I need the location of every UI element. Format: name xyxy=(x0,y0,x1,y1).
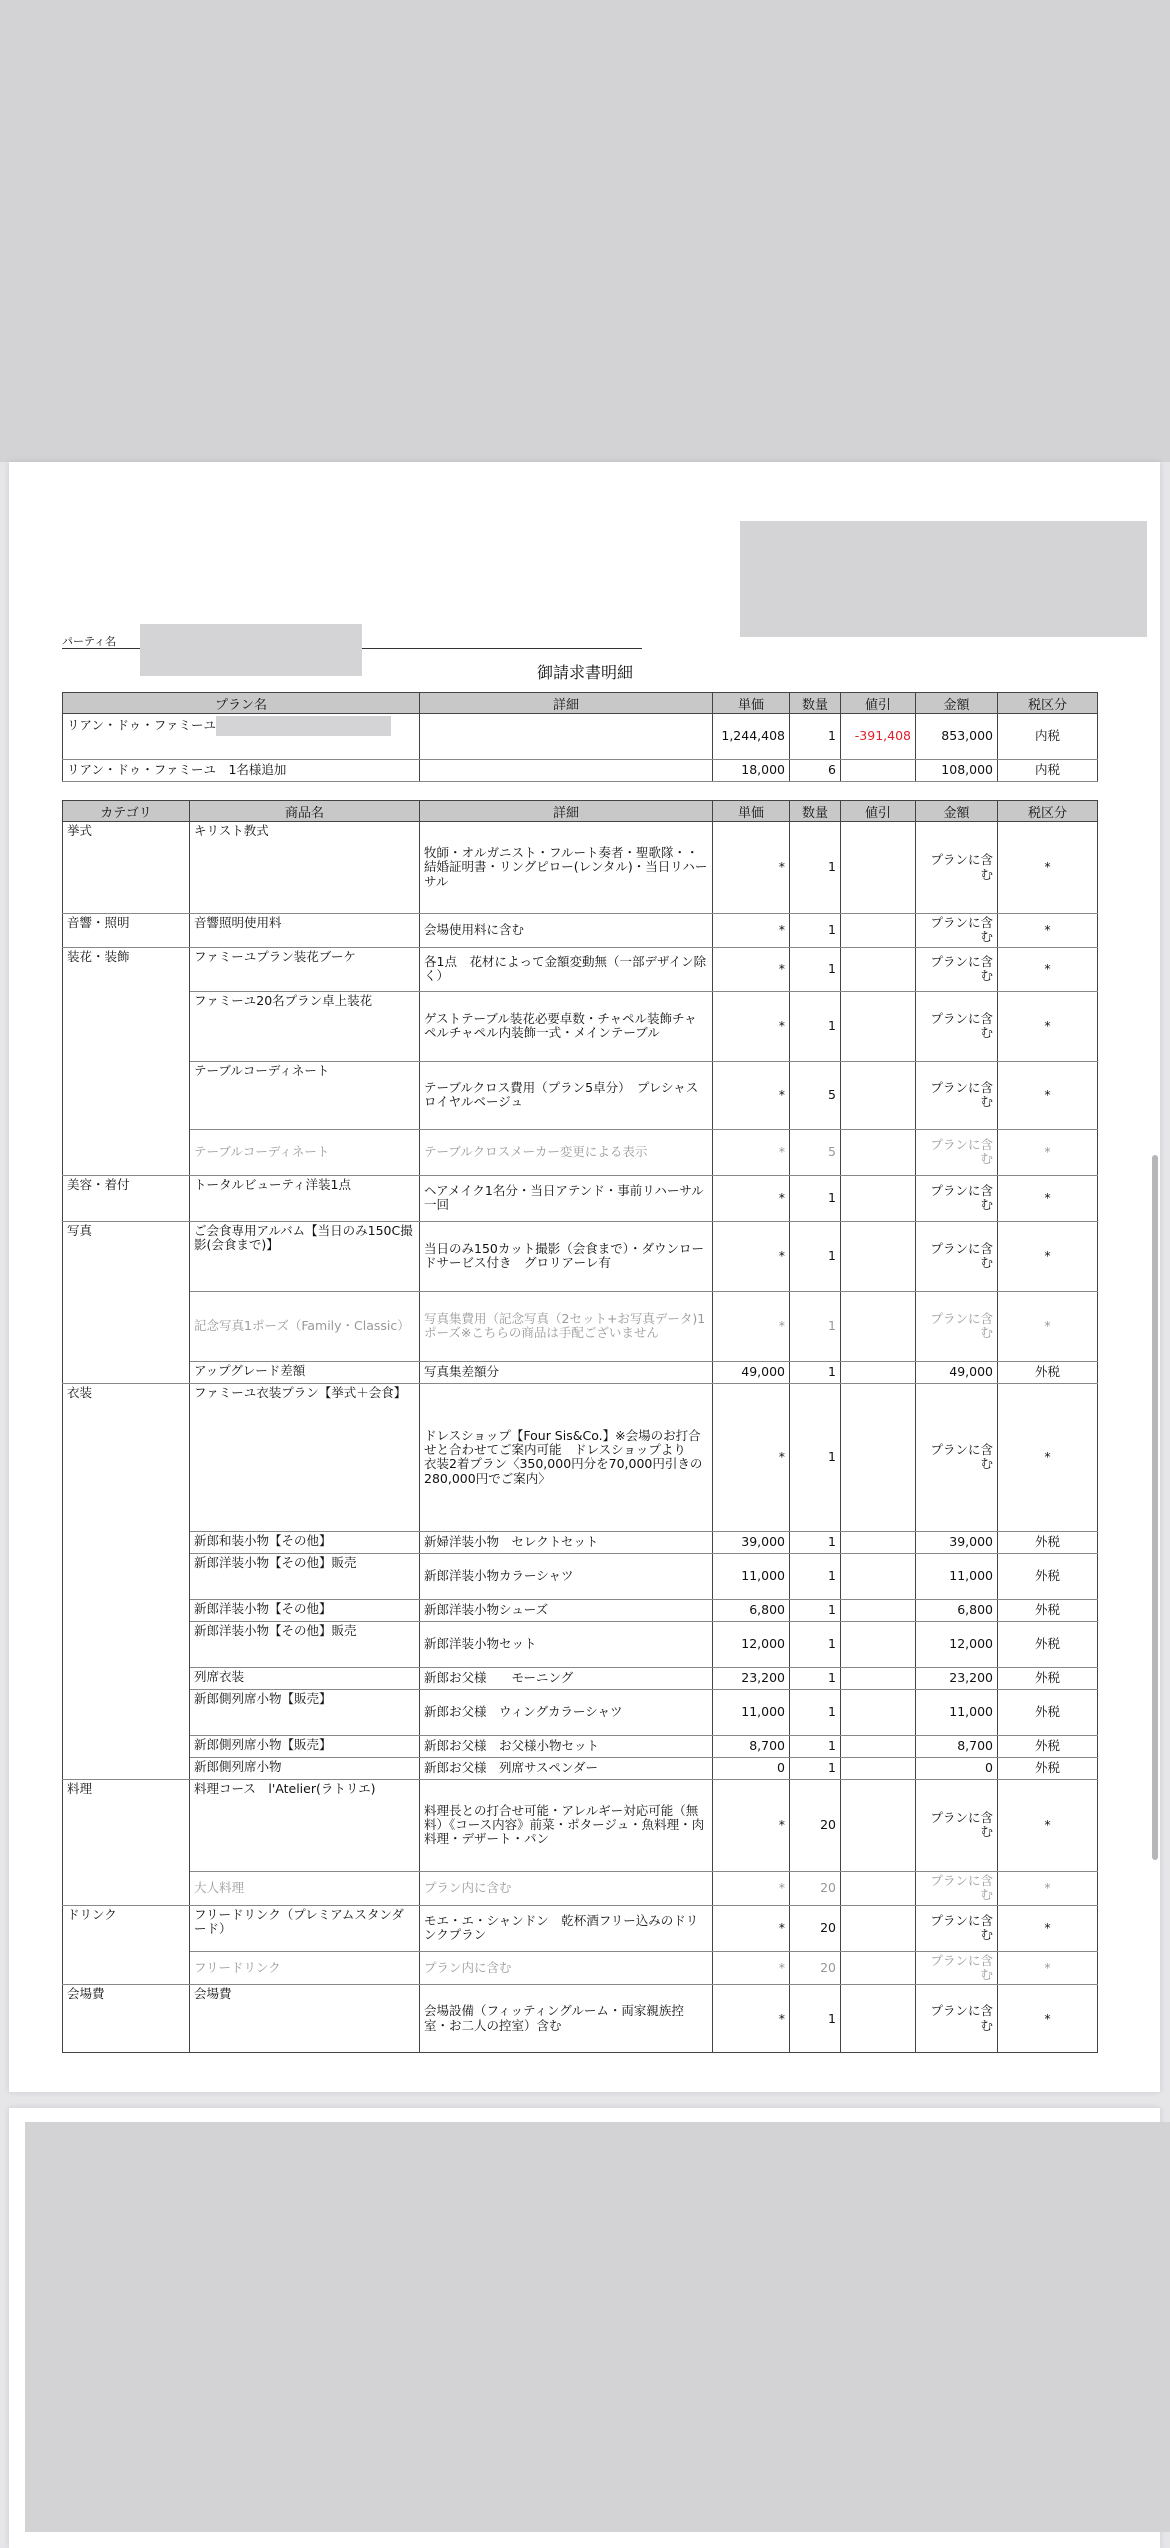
category-cell: 料理 xyxy=(63,1779,190,1905)
product-name: アップグレード差額 xyxy=(190,1361,420,1383)
item-discount xyxy=(841,1757,916,1779)
item-tax: * xyxy=(998,1061,1098,1129)
item-amount: 23,200 xyxy=(916,1667,998,1689)
item-detail: 会場使用料に含む xyxy=(420,914,713,948)
item-qty: 20 xyxy=(790,1905,841,1951)
item-qty: 1 xyxy=(790,1735,841,1757)
item-discount xyxy=(841,1905,916,1951)
category-cell: 美容・着付 xyxy=(63,1175,190,1221)
item-row xyxy=(63,822,1098,914)
category-cell: 写真 xyxy=(63,1221,190,1383)
document-title: 御請求書明細 xyxy=(536,663,633,682)
item-price: * xyxy=(713,1129,790,1175)
items-header-qty: 数量 xyxy=(790,801,841,822)
item-detail: 牧師・オルガニスト・フルート奏者・聖歌隊・・結婚証明書・リングピロー(レンタル)・当日リハーサル xyxy=(420,822,713,914)
plan-header-qty: 数量 xyxy=(790,693,841,714)
items-header-detail: 詳細 xyxy=(420,801,713,822)
item-discount xyxy=(841,914,916,948)
item-qty: 20 xyxy=(790,1871,841,1905)
item-row xyxy=(63,1061,1098,1129)
item-price: * xyxy=(713,1779,790,1871)
product-name: トータルビューティ洋装1点 xyxy=(190,1175,420,1221)
item-row xyxy=(63,1361,1098,1383)
item-price: * xyxy=(713,1061,790,1129)
item-row xyxy=(63,1531,1098,1553)
item-discount xyxy=(841,1689,916,1735)
item-detail: 新郎お父様 列席サスペンダー xyxy=(420,1757,713,1779)
item-price: * xyxy=(713,1291,790,1361)
item-tax: * xyxy=(998,914,1098,948)
item-amount: 0 xyxy=(916,1757,998,1779)
product-name: 記念写真1ポーズ（Family・Classic） xyxy=(190,1291,420,1361)
item-amount: 11,000 xyxy=(916,1553,998,1599)
product-name: テーブルコーディネート xyxy=(190,1061,420,1129)
item-tax: 外税 xyxy=(998,1757,1098,1779)
category-cell: 衣装 xyxy=(63,1383,190,1779)
item-detail: 各1点 花材によって金額変動無（一部デザイン除く） xyxy=(420,947,713,991)
item-amount: 11,000 xyxy=(916,1689,998,1735)
item-tax: 外税 xyxy=(998,1531,1098,1553)
item-qty: 5 xyxy=(790,1129,841,1175)
product-name: 大人料理 xyxy=(190,1871,420,1905)
item-discount xyxy=(841,1779,916,1871)
item-price: 8,700 xyxy=(713,1735,790,1757)
item-amount: プランに含む xyxy=(916,947,998,991)
party-name-label: パーティ名 xyxy=(62,635,117,648)
item-discount xyxy=(841,1599,916,1621)
product-name: 新郎側列席小物 xyxy=(190,1757,420,1779)
item-row xyxy=(63,1553,1098,1599)
item-price: 11,000 xyxy=(713,1553,790,1599)
item-row xyxy=(63,1599,1098,1621)
redacted-plan-suffix xyxy=(216,716,391,736)
item-detail: 新郎洋装小物シューズ xyxy=(420,1599,713,1621)
item-detail: 新郎お父様 お父様小物セット xyxy=(420,1735,713,1757)
item-row xyxy=(63,1621,1098,1667)
item-qty: 1 xyxy=(790,1553,841,1599)
item-discount xyxy=(841,1621,916,1667)
item-row xyxy=(63,1757,1098,1779)
item-discount xyxy=(841,1061,916,1129)
item-amount: プランに含む xyxy=(916,1871,998,1905)
item-amount: 12,000 xyxy=(916,1621,998,1667)
item-tax: 外税 xyxy=(998,1599,1098,1621)
item-discount xyxy=(841,1735,916,1757)
item-row xyxy=(63,1667,1098,1689)
item-row xyxy=(63,991,1098,1061)
item-row xyxy=(63,947,1098,991)
item-qty: 1 xyxy=(790,1621,841,1667)
product-name: キリスト教式 xyxy=(190,822,420,914)
redacted-header-area xyxy=(0,0,1170,462)
item-tax: * xyxy=(998,991,1098,1061)
item-price: 0 xyxy=(713,1757,790,1779)
item-amount: 6,800 xyxy=(916,1599,998,1621)
item-amount: プランに含む xyxy=(916,991,998,1061)
item-row-faded xyxy=(63,1951,1098,1985)
item-row xyxy=(63,1221,1098,1291)
item-detail: プラン内に含む xyxy=(420,1871,713,1905)
item-tax: 外税 xyxy=(998,1689,1098,1735)
item-price: * xyxy=(713,947,790,991)
items-header-tax: 税区分 xyxy=(998,801,1098,822)
item-price: * xyxy=(713,1383,790,1531)
item-discount xyxy=(841,947,916,991)
scrollbar[interactable] xyxy=(1152,1155,1158,1860)
item-row xyxy=(63,1689,1098,1735)
category-cell: 会場費 xyxy=(63,1985,190,2053)
item-amount: プランに含む xyxy=(916,1129,998,1175)
product-name: 会場費 xyxy=(190,1985,420,2053)
item-qty: 1 xyxy=(790,1531,841,1553)
item-qty: 1 xyxy=(790,1383,841,1531)
plan-amount: 853,000 xyxy=(916,714,998,760)
item-tax: * xyxy=(998,1951,1098,1985)
plan-price: 18,000 xyxy=(713,760,790,782)
items-header-row xyxy=(63,801,1098,822)
item-tax: 外税 xyxy=(998,1667,1098,1689)
item-discount xyxy=(841,1221,916,1291)
item-qty: 1 xyxy=(790,1291,841,1361)
item-amount: 39,000 xyxy=(916,1531,998,1553)
plan-row xyxy=(63,760,1098,782)
product-name: 料理コース l'Atelier(ラトリエ) xyxy=(190,1779,420,1871)
items-header-amount: 金額 xyxy=(916,801,998,822)
item-detail: 料理長との打合せ可能・アレルギー対応可能（無料）《コース内容》前菜・ポタージュ・魚料理・肉料理・デザート・パン xyxy=(420,1779,713,1871)
item-tax: * xyxy=(998,1291,1098,1361)
item-row xyxy=(63,1383,1098,1531)
item-discount xyxy=(841,1985,916,2053)
plan-detail xyxy=(420,714,713,760)
product-name: 新郎洋装小物【その他】販売 xyxy=(190,1553,420,1599)
item-discount xyxy=(841,1361,916,1383)
item-qty: 1 xyxy=(790,822,841,914)
category-cell: 音響・照明 xyxy=(63,914,190,948)
item-detail: ゲストテーブル装花必要卓数・チャペル装飾チャペルチャペル内装飾一式・メインテーブル xyxy=(420,991,713,1061)
item-detail: ドレスショップ【Four Sis&Co.】※会場のお打合せと合わせてご案内可能 ドレスショップより 衣装2着プラン〈350,000円分を70,000円引きの280,000円でご案内〉 xyxy=(420,1383,713,1531)
plan-discount: -391,408 xyxy=(841,714,916,760)
item-row xyxy=(63,1735,1098,1757)
item-qty: 1 xyxy=(790,1599,841,1621)
item-tax: 外税 xyxy=(998,1553,1098,1599)
item-detail: テーブルクロスメーカー変更による表示 xyxy=(420,1129,713,1175)
item-discount xyxy=(841,1129,916,1175)
item-qty: 1 xyxy=(790,914,841,948)
item-row xyxy=(63,1779,1098,1871)
item-price: * xyxy=(713,1221,790,1291)
product-name: 新郎洋装小物【その他】 xyxy=(190,1599,420,1621)
item-row-faded xyxy=(63,1871,1098,1905)
product-name: 音響照明使用料 xyxy=(190,914,420,948)
item-row xyxy=(63,1175,1098,1221)
item-tax: 外税 xyxy=(998,1361,1098,1383)
product-name: テーブルコーディネート xyxy=(190,1129,420,1175)
item-amount: プランに含む xyxy=(916,1291,998,1361)
item-detail: 新郎お父様 モーニング xyxy=(420,1667,713,1689)
item-price: 23,200 xyxy=(713,1667,790,1689)
item-detail: 新郎洋装小物カラーシャツ xyxy=(420,1553,713,1599)
product-name: 列席衣装 xyxy=(190,1667,420,1689)
item-price: 49,000 xyxy=(713,1361,790,1383)
item-amount: プランに含む xyxy=(916,1985,998,2053)
item-amount: プランに含む xyxy=(916,1221,998,1291)
item-tax: * xyxy=(998,1985,1098,2053)
item-qty: 20 xyxy=(790,1779,841,1871)
items-header-category: カテゴリ xyxy=(63,801,190,822)
item-discount xyxy=(841,1531,916,1553)
product-name: ご会食専用アルバム【当日のみ150C撮影(会食まで)】 xyxy=(190,1221,420,1291)
item-row xyxy=(63,1905,1098,1951)
plan-tax: 内税 xyxy=(998,714,1098,760)
plan-header-name: プラン名 xyxy=(63,693,420,714)
item-qty: 1 xyxy=(790,1985,841,2053)
plan-amount: 108,000 xyxy=(916,760,998,782)
item-detail: 会場設備（フィッティングルーム・両家親族控室・お二人の控室）含む xyxy=(420,1985,713,2053)
product-name: 新郎側列席小物【販売】 xyxy=(190,1735,420,1757)
category-cell: 挙式 xyxy=(63,822,190,914)
item-discount xyxy=(841,1871,916,1905)
item-discount xyxy=(841,1383,916,1531)
item-amount: プランに含む xyxy=(916,1175,998,1221)
item-tax: * xyxy=(998,1383,1098,1531)
category-cell: 装花・装飾 xyxy=(63,947,190,1175)
item-tax: * xyxy=(998,1871,1098,1905)
item-price: 11,000 xyxy=(713,1689,790,1735)
item-price: * xyxy=(713,1951,790,1985)
item-tax: * xyxy=(998,1779,1098,1871)
plan-price: 1,244,408 xyxy=(713,714,790,760)
plan-table xyxy=(62,692,1098,782)
item-tax: * xyxy=(998,1129,1098,1175)
product-name: ファミーユ20名プラン卓上装花 xyxy=(190,991,420,1061)
item-tax: * xyxy=(998,1175,1098,1221)
item-discount xyxy=(841,1667,916,1689)
product-name: ファミーユ衣装プラン【挙式＋会食】 xyxy=(190,1383,420,1531)
item-price: 39,000 xyxy=(713,1531,790,1553)
product-name: ファミーユプラン装花ブーケ xyxy=(190,947,420,991)
item-qty: 1 xyxy=(790,1667,841,1689)
redacted-footer-area xyxy=(25,2122,1170,2532)
item-price: * xyxy=(713,822,790,914)
item-qty: 1 xyxy=(790,947,841,991)
item-amount: プランに含む xyxy=(916,914,998,948)
items-table xyxy=(62,800,1098,2053)
item-discount xyxy=(841,991,916,1061)
item-tax: * xyxy=(998,1905,1098,1951)
item-discount xyxy=(841,1553,916,1599)
item-tax: 外税 xyxy=(998,1621,1098,1667)
item-price: 6,800 xyxy=(713,1599,790,1621)
plan-header-amount: 金額 xyxy=(916,693,998,714)
item-price: * xyxy=(713,1871,790,1905)
item-discount xyxy=(841,1291,916,1361)
product-name: 新郎洋装小物【その他】販売 xyxy=(190,1621,420,1667)
plan-header-tax: 税区分 xyxy=(998,693,1098,714)
item-qty: 5 xyxy=(790,1061,841,1129)
plan-detail xyxy=(420,760,713,782)
plan-qty: 6 xyxy=(790,760,841,782)
item-qty: 20 xyxy=(790,1951,841,1985)
plan-tax: 内税 xyxy=(998,760,1098,782)
plan-discount xyxy=(841,760,916,782)
category-cell: ドリンク xyxy=(63,1905,190,1985)
item-tax: * xyxy=(998,947,1098,991)
item-price: * xyxy=(713,991,790,1061)
item-amount: プランに含む xyxy=(916,1905,998,1951)
plan-row xyxy=(63,714,1098,760)
item-row-faded xyxy=(63,1129,1098,1175)
redacted-logo xyxy=(740,521,1147,637)
item-detail: テーブルクロス費用（プラン5卓分） プレシャスロイヤルベージュ xyxy=(420,1061,713,1129)
item-amount: プランに含む xyxy=(916,822,998,914)
item-qty: 1 xyxy=(790,1757,841,1779)
item-detail: ヘアメイク1名分・当日アテンド・事前リハーサル一回 xyxy=(420,1175,713,1221)
product-name: フリードリンク（プレミアムスタンダード） xyxy=(190,1905,420,1951)
item-tax: * xyxy=(998,822,1098,914)
item-amount: プランに含む xyxy=(916,1383,998,1531)
item-amount: プランに含む xyxy=(916,1779,998,1871)
plan-name: リアン・ドゥ・ファミーユ 1名様追加 xyxy=(63,760,420,782)
item-detail: 写真集差額分 xyxy=(420,1361,713,1383)
item-price: * xyxy=(713,1985,790,2053)
item-qty: 1 xyxy=(790,1361,841,1383)
item-detail: 新郎洋装小物セット xyxy=(420,1621,713,1667)
item-tax: 外税 xyxy=(998,1735,1098,1757)
plan-header-discount: 値引 xyxy=(841,693,916,714)
item-price: * xyxy=(713,914,790,948)
plan-name: リアン・ドゥ・ファミーユ xyxy=(63,714,420,760)
item-qty: 1 xyxy=(790,1689,841,1735)
item-price: 12,000 xyxy=(713,1621,790,1667)
items-header-price: 単価 xyxy=(713,801,790,822)
item-detail: プラン内に含む xyxy=(420,1951,713,1985)
items-header-product: 商品名 xyxy=(190,801,420,822)
item-detail: 新婦洋装小物 セレクトセット xyxy=(420,1531,713,1553)
item-row xyxy=(63,914,1098,948)
item-discount xyxy=(841,1951,916,1985)
item-amount: プランに含む xyxy=(916,1951,998,1985)
item-amount: 49,000 xyxy=(916,1361,998,1383)
item-discount xyxy=(841,822,916,914)
plan-header-detail: 詳細 xyxy=(420,693,713,714)
item-row-faded xyxy=(63,1291,1098,1361)
item-amount: 8,700 xyxy=(916,1735,998,1757)
plan-header-row xyxy=(63,693,1098,714)
item-qty: 1 xyxy=(790,1221,841,1291)
product-name: 新郎側列席小物【販売】 xyxy=(190,1689,420,1735)
plan-header-price: 単価 xyxy=(713,693,790,714)
item-price: * xyxy=(713,1905,790,1951)
item-detail: 新郎お父様 ウィングカラーシャツ xyxy=(420,1689,713,1735)
item-qty: 1 xyxy=(790,991,841,1061)
item-price: * xyxy=(713,1175,790,1221)
item-tax: * xyxy=(998,1221,1098,1291)
item-detail: 当日のみ150カット撮影（会食まで）・ダウンロードサービス付き グロリアーレ有 xyxy=(420,1221,713,1291)
item-qty: 1 xyxy=(790,1175,841,1221)
product-name: 新郎和装小物【その他】 xyxy=(190,1531,420,1553)
item-discount xyxy=(841,1175,916,1221)
item-row xyxy=(63,1985,1098,2053)
items-header-discount: 値引 xyxy=(841,801,916,822)
product-name: フリードリンク xyxy=(190,1951,420,1985)
item-detail: 写真集費用（記念写真（2セット+お写真データ)1ポーズ※こちらの商品は手配ございません xyxy=(420,1291,713,1361)
item-detail: モエ・エ・シャンドン 乾杯酒フリー込みのドリンクプラン xyxy=(420,1905,713,1951)
item-amount: プランに含む xyxy=(916,1061,998,1129)
plan-qty: 1 xyxy=(790,714,841,760)
